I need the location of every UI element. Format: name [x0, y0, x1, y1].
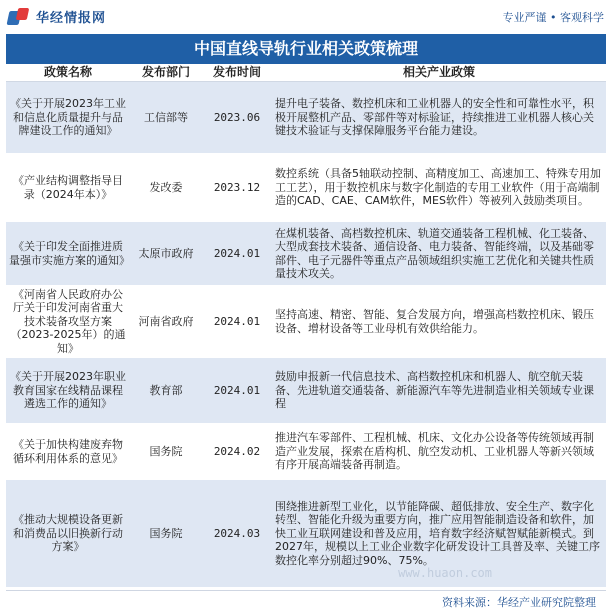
date-cell: 2023.12: [202, 154, 272, 222]
department-cell: 教育部: [130, 358, 202, 424]
table-row: [6, 154, 606, 222]
policy-name-cell: 《河南省人民政府办公厅关于印发河南省重大技术装备攻坚方案（2023-2025年）的通知》: [6, 286, 130, 358]
policy-content-cell: 数控系统（具备5轴联动控制、高精度加工、高速加工、特殊专用加工工艺），用于数控机床与数字化制造的专用工业软件（用于高端制造的CAD、CAE、CAM软件，MES软件）等被列入鼓励类项目。: [272, 154, 606, 222]
huajing-logo-icon: [8, 8, 30, 26]
table-row: [6, 222, 606, 286]
table-row: [6, 82, 606, 154]
department-cell: 太原市政府: [130, 222, 202, 286]
date-cell: 2024.01: [202, 222, 272, 286]
watermark: www.huaon.com: [398, 566, 492, 580]
department-cell: 河南省政府: [130, 286, 202, 358]
date-cell: 2024.03: [202, 480, 272, 588]
policy-name-cell: 《推动大规模设备更新和消费品以旧换新行动方案》: [6, 480, 130, 588]
policy-table: [6, 64, 606, 588]
column-header-department: 发布部门: [130, 64, 202, 82]
table-header-row: [6, 64, 606, 82]
brand[interactable]: [8, 7, 106, 26]
table-row: [6, 424, 606, 480]
slogan: 专业严谨 • 客观科学: [502, 11, 604, 24]
policy-name-cell: 《关于印发全面推进质量强市实施方案的通知》: [6, 222, 130, 286]
date-cell: 2023.06: [202, 82, 272, 154]
date-cell: 2024.01: [202, 286, 272, 358]
department-cell: 发改委: [130, 154, 202, 222]
column-header-policy-name: 政策名称: [6, 64, 130, 82]
policy-name-cell: 《产业结构调整指导目录（2024年本）》: [6, 154, 130, 222]
table-row: [6, 358, 606, 424]
source-note: 资料来源：华经产业研究院整理: [442, 596, 596, 609]
policy-content-cell: 围绕推进新型工业化，以节能降碳、超低排放、安全生产、数字化转型、智能化升级为重要方向，推广应用智能制造设备和软件，加快工业互联网建设和普及应用，培育数字经济赋智赋能新模式。到2027年，规模以上工业企业数字化研发设计工具普及率、关键工序数控化率分别超过90%、75%。: [272, 480, 606, 588]
column-header-related-policy: 相关产业政策: [272, 64, 606, 82]
top-bar: [0, 0, 612, 32]
table-row: [6, 286, 606, 358]
policy-content-cell: 提升电子装备、数控机床和工业机器人的安全性和可靠性水平，积极开展整机产品、零部件等对标验证，持续推进工业机器人核心关键技术验证与支撑保障服务平台能力建设。: [272, 82, 606, 154]
department-cell: 国务院: [130, 424, 202, 480]
brand-name: 华经情报网: [36, 11, 107, 26]
date-cell: 2024.02: [202, 424, 272, 480]
column-header-date: 发布时间: [202, 64, 272, 82]
department-cell: 工信部等: [130, 82, 202, 154]
policy-name-cell: 《关于开展2023年工业和信息化质量提升与品牌建设工作的通知》: [6, 82, 130, 154]
policy-content-cell: 坚持高速、精密、智能、复合发展方向，增强高档数控机床、锻压设备、增材设备等工业母机有效供给能力。: [272, 286, 606, 358]
date-cell: 2024.01: [202, 358, 272, 424]
policy-content-cell: 鼓励申报新一代信息技术、高档数控机床和机器人、航空航天装备、先进轨道交通装备、新能源汽车等先进制造业相关领域专业课程: [272, 358, 606, 424]
footer: [6, 590, 606, 610]
policy-content-cell: 在煤机装备、高档数控机床、轨道交通装备工程机械、化工装备、大型成套技术装备、通信设备、电力装备、智能终端，以及基础零部件、电子元器件等重点产品领域组织实施工艺优化和关键共性质量技术攻关。: [272, 222, 606, 286]
page-title: 中国直线导轨行业相关政策梳理: [6, 34, 606, 64]
table-row: [6, 480, 606, 588]
policy-name-cell: 《关于加快构建废弃物循环利用体系的意见》: [6, 424, 130, 480]
policy-name-cell: 《关于开展2023年职业教育国家在线精品课程遴选工作的通知》: [6, 358, 130, 424]
department-cell: 国务院: [130, 480, 202, 588]
policy-content-cell: 推进汽车零部件、工程机械、机床、文化办公设备等传统领域再制造产业发展，探索在盾构机、航空发动机、工业机器人等新兴领域有序开展高端装备再制造。: [272, 424, 606, 480]
